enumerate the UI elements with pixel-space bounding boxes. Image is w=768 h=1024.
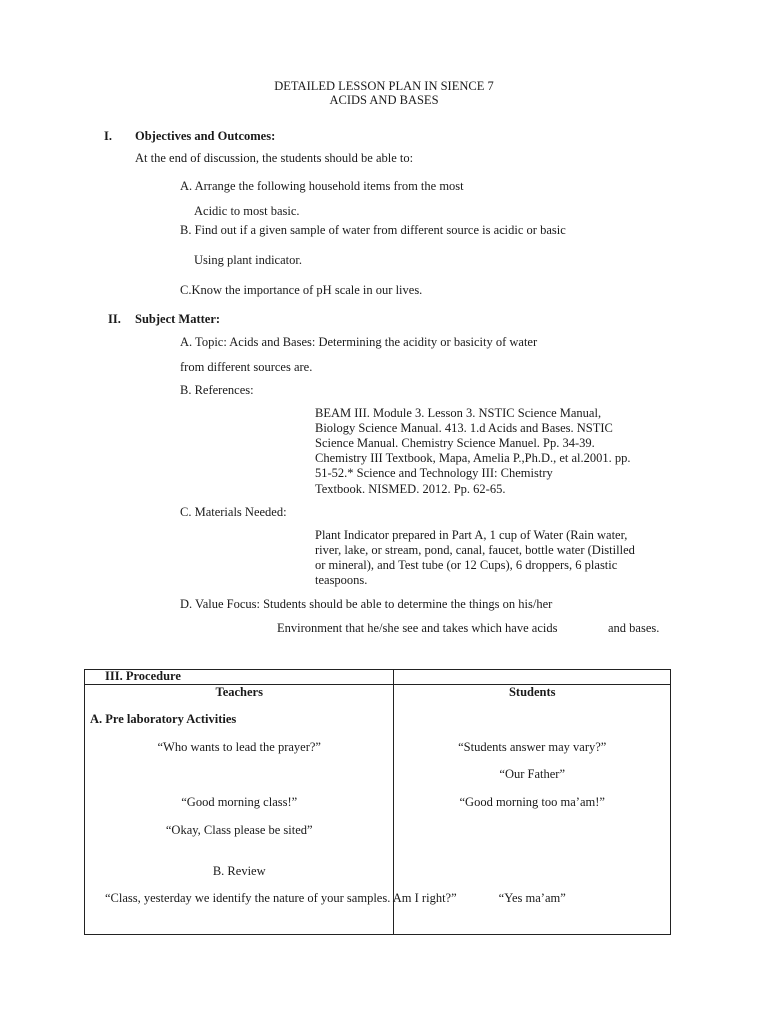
materials-line: Plant Indicator prepared in Part A, 1 cup of Water (Rain water,	[315, 528, 628, 542]
objective-b: B. Find out if a given sample of water from different source is acidic or basic	[180, 223, 566, 237]
reference-line: Chemistry III Textbook, Mapa, Amelia P.,Ph.D., et al.2001. pp.	[315, 451, 631, 465]
teachers-header: Teachers	[215, 685, 263, 699]
student-line: “Students answer may vary?”	[458, 740, 607, 754]
procedure-table	[84, 669, 671, 935]
section1-heading: Objectives and Outcomes:	[135, 129, 276, 143]
reference-line: Textbook. NISMED. 2012. Pp. 62-65.	[315, 482, 506, 496]
objectives-intro: At the end of discussion, the students should be able to:	[135, 151, 414, 165]
procedure-heading-blank	[394, 670, 671, 685]
materials-line: teaspoons.	[315, 573, 368, 587]
section2-numeral: II.	[108, 312, 121, 326]
document-title: DETAILED LESSON PLAN IN SIENCE 7	[274, 79, 494, 93]
teacher-line: “Who wants to lead the prayer?”	[157, 740, 321, 754]
section2-heading: Subject Matter:	[135, 312, 221, 326]
student-line: “Yes ma’am”	[498, 891, 566, 905]
reference-line: Science Manual. Chemistry Science Manuel. Pp. 34-39.	[315, 436, 595, 450]
reference-line: BEAM III. Module 3. Lesson 3. NSTIC Science Manual,	[315, 406, 602, 420]
teacher-line: “Okay, Class please be sited”	[165, 823, 313, 837]
materials-line: river, lake, or stream, pond, canal, faucet, bottle water (Distilled	[315, 543, 635, 557]
teacher-line: “Good morning class!”	[181, 795, 298, 809]
teacher-line: “Class, yesterday we identify the nature of your samples. Am I right?”	[105, 891, 457, 905]
teachers-column	[85, 685, 457, 935]
reference-line: Biology Science Manual. 413. 1.d Acids and Bases. NSTIC	[315, 421, 613, 435]
procedure-heading: III. Procedure	[105, 669, 181, 683]
students-column	[394, 685, 671, 935]
topic-line1: A. Topic: Acids and Bases: Determining the acidity or basicity of water	[180, 335, 538, 349]
value-focus-line2-end: and bases.	[608, 621, 660, 635]
reference-line: 51-52.* Science and Technology III: Chemistry	[315, 466, 553, 480]
pre-lab-heading: A. Pre laboratory Activities	[90, 712, 237, 726]
objective-a: A. Arrange the following household items from the most	[180, 179, 464, 193]
students-header: Students	[508, 685, 556, 699]
student-line: “Good morning too ma’am!”	[459, 795, 605, 809]
procedure-heading-cell	[85, 670, 394, 685]
references-label: B. References:	[180, 383, 254, 397]
section1-numeral: I.	[104, 129, 112, 143]
materials-label: C. Materials Needed:	[180, 505, 287, 519]
objective-c: C.Know the importance of pH scale in our lives.	[180, 283, 423, 297]
value-focus-line2: Environment that he/she see and takes which have acids	[277, 621, 558, 635]
materials-line: or mineral), and Test tube (or 12 Cups), 6 droppers, 6 plastic	[315, 558, 618, 572]
review-heading: B. Review	[212, 864, 266, 878]
topic-line2: from different sources are.	[180, 360, 313, 374]
objective-b-cont: Using plant indicator.	[194, 253, 302, 267]
objective-a-cont: Acidic to most basic.	[194, 204, 300, 218]
document-subtitle: ACIDS AND BASES	[329, 93, 439, 107]
student-line: “Our Father”	[499, 767, 566, 781]
value-focus-line1: D. Value Focus: Students should be able to determine the things on his/her	[180, 597, 553, 611]
